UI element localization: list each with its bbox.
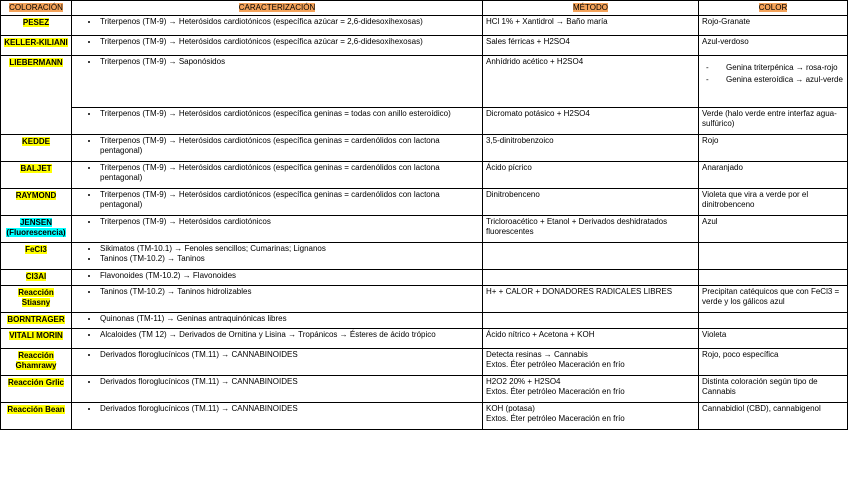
metodo-text: KOH (potasa) <box>486 404 535 413</box>
coloration-name: KEDDE <box>21 137 50 146</box>
caracterizacion-list <box>75 136 479 156</box>
coloration-name-cell <box>1 56 72 135</box>
caracterizacion-cell <box>72 108 483 135</box>
caracterizacion-list <box>75 217 479 227</box>
metodo-cell <box>483 16 699 36</box>
coloration-name: LIEBERMANN <box>9 58 63 67</box>
coloration-name: Cl3Al <box>25 272 47 281</box>
caracterizacion-list <box>75 109 479 119</box>
header-metodo: MÉTODO <box>483 1 699 16</box>
table-row <box>1 270 848 286</box>
caracterizacion-cell <box>72 16 483 36</box>
caracterizacion-list <box>75 17 479 27</box>
metodo-text: H2O2 20% + H2SO4 <box>486 377 561 386</box>
coloration-name-cell <box>1 403 72 430</box>
metodo-cell <box>483 329 699 349</box>
color-text: Azul <box>702 217 718 226</box>
color-text: Verde (halo verde entre interfaz agua-sulfúrico) <box>702 109 837 128</box>
table-row <box>1 329 848 349</box>
table-row <box>1 216 848 243</box>
list-item: • Derivados floroglucínicos (TM.11) → CANNABINOIDES <box>99 404 479 414</box>
list-item: • Triterpenos (TM-9) → Heterósidos cardiotónicos (específica azúcar = 2,6-didesoxihexosas) <box>99 17 479 27</box>
list-item: • Triterpenos (TM-9) → Heterósidos cardiotónicos <box>99 217 479 227</box>
table-row <box>1 313 848 329</box>
list-item: • Derivados floroglucínicos (TM.11) → CANNABINOIDES <box>99 350 479 360</box>
list-item: • Taninos (TM-10.2) → Taninos <box>99 254 479 264</box>
caracterizacion-list <box>75 57 479 67</box>
metodo-cell <box>483 313 699 329</box>
metodo-text: Anhídrido acético + H2SO4 <box>486 57 584 66</box>
coloration-name: FeCl3 <box>25 245 47 254</box>
coloration-name-cell <box>1 135 72 162</box>
caracterizacion-list <box>75 330 479 340</box>
header-color: COLOR <box>699 1 848 16</box>
caracterizacion-cell <box>72 135 483 162</box>
caracterizacion-cell <box>72 376 483 403</box>
coloration-name-cell <box>1 313 72 329</box>
coloration-name-cell <box>1 270 72 286</box>
coloration-name: Reacción <box>18 351 54 360</box>
coloration-name-cell <box>1 376 72 403</box>
color-text: Anaranjado <box>702 163 743 172</box>
metodo-cell <box>483 349 699 376</box>
color-cell <box>699 243 848 270</box>
caracterizacion-list <box>75 350 479 360</box>
coloration-name-line2: Stiasny <box>21 298 51 307</box>
metodo-cell <box>483 189 699 216</box>
list-item: • Triterpenos (TM-9) → Heterósidos cardiotónicos (específica geninas = cardenólidos con lactona pentagonal) <box>99 163 479 183</box>
metodo-cell <box>483 403 699 430</box>
caracterizacion-cell <box>72 286 483 313</box>
metodo-text: Sales férricas + H2SO4 <box>486 37 570 46</box>
color-cell <box>699 56 848 108</box>
color-cell <box>699 135 848 162</box>
metodo-text: H+ + CALOR + DONADORES RADICALES LIBRES <box>486 287 673 296</box>
caracterizacion-cell <box>72 36 483 56</box>
caracterizacion-list <box>75 404 479 414</box>
caracterizacion-cell <box>72 56 483 108</box>
table-row <box>1 243 848 270</box>
coloration-name: Reacción <box>18 288 54 297</box>
color-cell <box>699 108 848 135</box>
metodo-text: Ácido nítrico + Acetona + KOH <box>486 330 595 339</box>
caracterizacion-cell <box>72 329 483 349</box>
metodo-text: Ácido pícrico <box>486 163 532 172</box>
coloration-name-cell <box>1 349 72 376</box>
coloration-name: KELLER-KILIANI <box>4 38 68 47</box>
caracterizacion-list <box>75 377 479 387</box>
caracterizacion-cell <box>72 313 483 329</box>
color-cell <box>699 216 848 243</box>
metodo-text: 3,5-dinitrobenzoico <box>486 136 554 145</box>
table-row <box>1 376 848 403</box>
color-cell <box>699 286 848 313</box>
table-row <box>1 162 848 189</box>
coloration-name-line2: Ghamrawy <box>15 361 57 370</box>
coloration-name: BORNTRAGER <box>7 315 65 324</box>
color-cell <box>699 270 848 286</box>
table-row <box>1 108 848 135</box>
color-cell <box>699 16 848 36</box>
coloration-name: Reacción Bean <box>7 405 65 414</box>
color-text: Distinta coloración según tipo de Cannabis <box>702 377 818 396</box>
metodo-text: Dinitrobenceno <box>486 190 540 199</box>
color-cell <box>699 189 848 216</box>
metodo-cell <box>483 162 699 189</box>
color-text: Violeta que vira a verde por el dinitrobenceno <box>702 190 809 209</box>
metodo-text: Extos. Éter petróleo Maceración en frío <box>486 414 625 423</box>
list-item: • Triterpenos (TM-9) → Heterósidos cardiotónicos (específica geninas = todas con anillo esteroídico) <box>99 109 479 119</box>
metodo-cell <box>483 270 699 286</box>
list-item: • Derivados floroglucínicos (TM.11) → CANNABINOIDES <box>99 377 479 387</box>
color-cell <box>699 162 848 189</box>
coloration-name: BALJET <box>20 164 52 173</box>
coloration-name-cell <box>1 216 72 243</box>
coloration-name-cell <box>1 36 72 56</box>
table-row <box>1 135 848 162</box>
table-row <box>1 286 848 313</box>
caracterizacion-cell <box>72 216 483 243</box>
color-text: Violeta <box>702 330 727 339</box>
color-text: Azul-verdoso <box>702 37 749 46</box>
table-row <box>1 16 848 36</box>
coloration-name: RAYMOND <box>15 191 57 200</box>
coloration-name-cell <box>1 189 72 216</box>
caracterizacion-cell <box>72 162 483 189</box>
list-item: • Flavonoides (TM-10.2) → Flavonoides <box>99 271 479 281</box>
caracterizacion-cell <box>72 270 483 286</box>
list-item: • Alcaloides (TM 12) → Derivados de Ornitina y Lisina → Tropánicos → Ésteres de ácido trópico <box>99 330 479 340</box>
metodo-cell <box>483 286 699 313</box>
list-item: - Genina esteroídica → azul-verde <box>726 75 844 85</box>
color-text: Rojo <box>702 136 719 145</box>
table-row <box>1 349 848 376</box>
caracterizacion-list <box>75 244 479 264</box>
coloration-name: VITALI MORIN <box>9 331 63 340</box>
coloration-name-cell <box>1 162 72 189</box>
color-cell <box>699 36 848 56</box>
coloration-name: PESEZ <box>22 18 50 27</box>
coloration-name-cell <box>1 16 72 36</box>
color-cell <box>699 349 848 376</box>
list-item: • Quinonas (TM-11) → Geninas antraquinónicas libres <box>99 314 479 324</box>
coloration-name-cell <box>1 329 72 349</box>
header-caracterizacion: CARACTERIZACIÓN <box>72 1 483 16</box>
caracterizacion-cell <box>72 349 483 376</box>
metodo-cell <box>483 376 699 403</box>
coloration-name-line2: (Fluorescencia) <box>6 228 66 237</box>
color-list <box>702 63 844 85</box>
caracterizacion-list <box>75 287 479 297</box>
metodo-cell <box>483 36 699 56</box>
metodo-text: Extos. Éter petróleo Maceración en frío <box>486 360 625 369</box>
header-coloracion: COLORACIÓN <box>1 1 72 16</box>
metodo-text: Dicromato potásico + H2SO4 <box>486 109 590 118</box>
list-item: • Triterpenos (TM-9) → Heterósidos cardiotónicos (específica geninas = cardenólidos con lactona pentagonal) <box>99 136 479 156</box>
table-row <box>1 56 848 108</box>
color-cell <box>699 329 848 349</box>
metodo-text: Detecta resinas → Cannabis <box>486 350 588 359</box>
metodo-cell <box>483 243 699 270</box>
coloration-name: Reacción Grlic <box>7 378 65 387</box>
caracterizacion-cell <box>72 403 483 430</box>
color-cell <box>699 376 848 403</box>
list-item: • Triterpenos (TM-9) → Heterósidos cardiotónicos (específica geninas = cardenólidos con lactona pentagonal) <box>99 190 479 210</box>
caracterizacion-list <box>75 37 479 47</box>
caracterizacion-list <box>75 190 479 210</box>
metodo-cell <box>483 216 699 243</box>
color-cell <box>699 403 848 430</box>
metodo-text: HCl 1% + Xantidrol → Baño maría <box>486 17 608 26</box>
list-item: • Sikimatos (TM-10.1) → Fenoles sencillos; Cumarinas; Lignanos <box>99 244 479 254</box>
metodo-cell <box>483 135 699 162</box>
header-row <box>1 1 848 16</box>
color-text: Rojo, poco específica <box>702 350 779 359</box>
metodo-text: Tricloroacético + Etanol + Derivados deshidratados fluorescentes <box>486 217 668 236</box>
table-row <box>1 36 848 56</box>
table-row <box>1 403 848 430</box>
color-text: Cannabidiol (CBD), cannabigenol <box>702 404 821 413</box>
coloration-name-cell <box>1 286 72 313</box>
metodo-cell <box>483 108 699 135</box>
metodo-text: Extos. Éter petróleo Maceración en frío <box>486 387 625 396</box>
color-text: Rojo-Granate <box>702 17 751 26</box>
list-item: • Triterpenos (TM-9) → Heterósidos cardiotónicos (específica azúcar = 2,6-didesoxihexosas) <box>99 37 479 47</box>
coloration-name: JENSEN <box>19 218 52 227</box>
color-cell <box>699 313 848 329</box>
table-row <box>1 189 848 216</box>
list-item: • Taninos (TM-10.2) → Taninos hidrolizables <box>99 287 479 297</box>
caracterizacion-cell <box>72 243 483 270</box>
coloration-name-cell <box>1 243 72 270</box>
caracterizacion-list <box>75 163 479 183</box>
caracterizacion-list <box>75 314 479 324</box>
caracterizacion-list <box>75 271 479 281</box>
metodo-cell <box>483 56 699 108</box>
list-item: - Genina triterpénica → rosa-rojo <box>726 63 844 73</box>
list-item: • Triterpenos (TM-9) → Saponósidos <box>99 57 479 67</box>
caracterizacion-cell <box>72 189 483 216</box>
color-text: Precipitan catéquicos que con FeCl3 = verde y los gálicos azul <box>702 287 840 306</box>
